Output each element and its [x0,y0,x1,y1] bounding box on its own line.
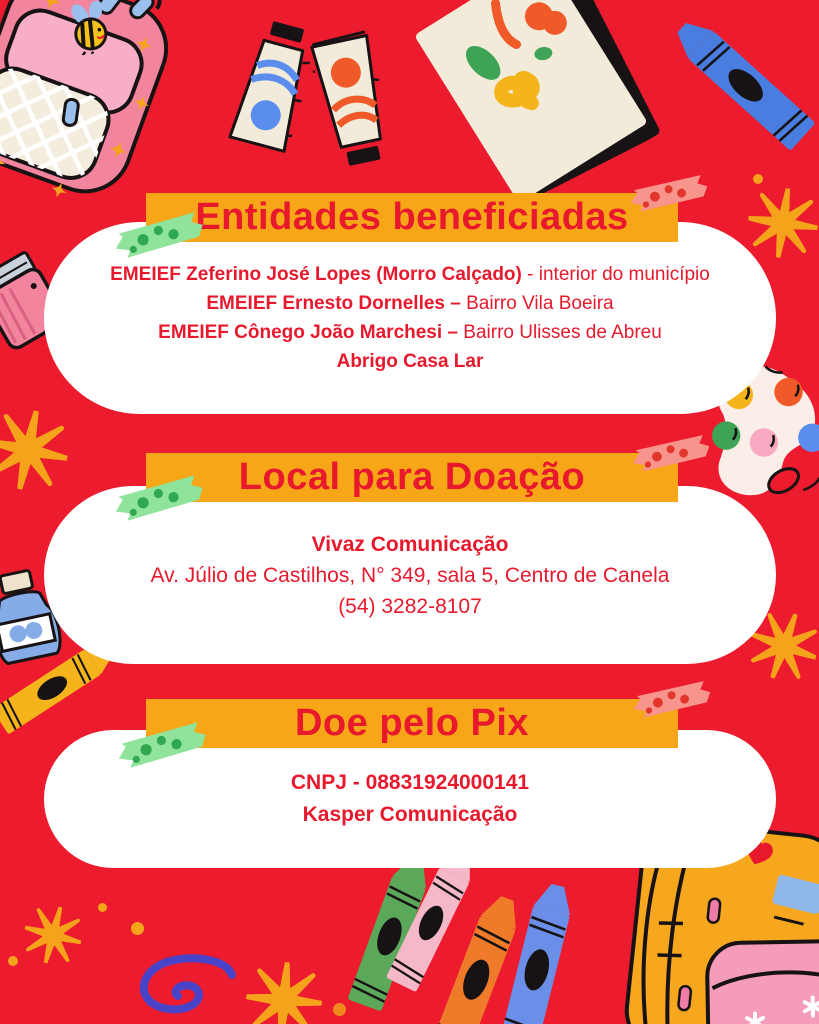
star-burst-icon [243,959,325,1024]
bee-icon [59,0,122,58]
beneficiary-line: Abrigo Casa Lar [336,351,484,372]
paint-tube-orange-illustration [307,29,398,174]
dot-decoration [8,956,18,966]
section-title: Local para Doação [238,456,586,498]
spiral-scribble-icon [130,952,240,1016]
paint-tube-blue-illustration [224,16,320,160]
section-title: Doe pelo Pix [294,702,530,744]
dot-decoration [131,922,144,935]
section-header-beneficiaries [146,193,678,242]
location-phone: (54) 3282-8107 [338,594,482,618]
star-burst-icon [0,403,75,498]
beneficiary-line: EMEIEF Ernesto Dornelles – Bairro Vila Boeira [206,293,614,314]
section-header-donation-location [146,453,678,502]
dot-decoration [98,903,107,912]
location-name: Vivaz Comunicação [311,532,509,556]
sketchbook-illustration [411,0,673,217]
beneficiary-line: EMEIEF Cônego João Marchesi – Bairro Ulisses de Abreu [158,322,662,343]
star-burst-icon [17,899,88,970]
blue-crayon-icon [664,8,819,156]
location-address: Av. Júlio de Castilhos, N° 349, sala 5, Centro de Canela [150,563,670,587]
beneficiary-line: EMEIEF Zeferino José Lopes (Morro Calçado) - interior do município [110,264,710,285]
pix-account-name: Kasper Comunicação [302,803,518,826]
section-title: Entidades beneficiadas [195,196,629,238]
star-burst-icon [743,183,819,262]
dot-decoration [333,1003,346,1016]
pix-cnpj: CNPJ - 08831924000141 [290,771,530,794]
dot-decoration [753,174,763,184]
section-header-pix [146,699,678,748]
